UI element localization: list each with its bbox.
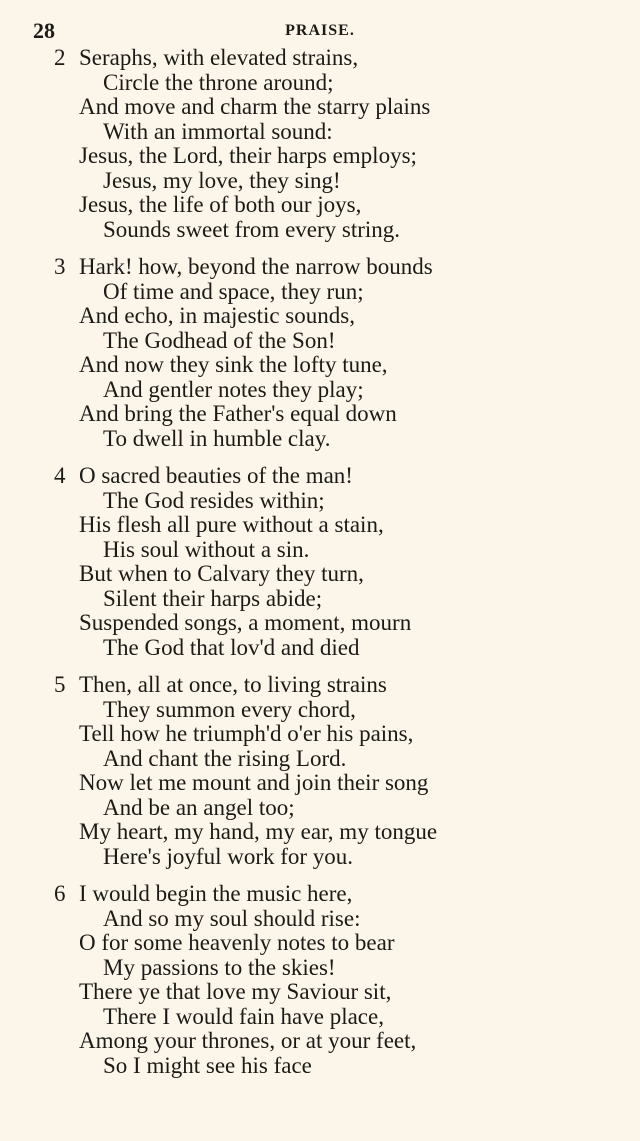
verse-line: And echo, in majestic sounds, — [79, 303, 355, 328]
verse-line: So I might see his face — [103, 1052, 312, 1078]
stanza-3 — [0, 255, 640, 451]
verse-line: Jesus, the Lord, their harps employs; — [79, 143, 417, 168]
verse-line: My heart, my hand, my ear, my tongue — [79, 819, 438, 844]
verse-line: Tell how he triumph'd o'er his pains, — [79, 721, 414, 746]
verse-line: The God that lov'd and died — [103, 634, 360, 660]
stanza-5 — [0, 673, 640, 869]
stanza-2 — [0, 46, 640, 242]
verse-line: O sacred beauties of the man! — [79, 463, 353, 488]
verse-line: Silent their harps abide; — [103, 585, 323, 611]
verse-line: And be an angel too; — [103, 794, 295, 820]
verse-line: His flesh all pure without a stain, — [79, 512, 384, 537]
stanza-number: 2 — [54, 45, 66, 70]
verse-line: My passions to the skies! — [103, 954, 336, 980]
verse-line: And gentler notes they play; — [103, 376, 364, 402]
verse-line: There I would fain have place, — [103, 1003, 384, 1029]
running-title: PRAISE. — [285, 22, 355, 39]
verse-line: And bring the Father's equal down — [79, 401, 397, 426]
verse-line: But when to Calvary they turn, — [79, 561, 364, 586]
verse-line: They summon every chord, — [103, 696, 356, 722]
verse-line: Suspended songs, a moment, mourn — [79, 610, 412, 635]
verse-line: There ye that love my Saviour sit, — [79, 979, 392, 1004]
verse-line: The Godhead of the Son! — [103, 327, 336, 353]
verse-line: And move and charm the starry plains — [79, 94, 431, 119]
verse-line: With an immortal sound: — [103, 118, 333, 144]
verse-line: Then, all at once, to living strains — [79, 672, 387, 697]
verse-line: Sounds sweet from every string. — [103, 216, 401, 242]
verse-line: Of time and space, they run; — [103, 278, 364, 304]
verse-line: Now let me mount and join their song — [79, 770, 429, 795]
verse-line: And so my soul should rise: — [103, 905, 361, 931]
verse-line: I would begin the music here, — [79, 881, 353, 906]
verse-line: Circle the throne around; — [103, 69, 334, 95]
stanza-number: 6 — [54, 881, 66, 906]
verse-line: O for some heavenly notes to bear — [79, 930, 395, 955]
verse-line: And chant the rising Lord. — [103, 745, 347, 771]
stanza-4 — [0, 464, 640, 660]
verse-line: Seraphs, with elevated strains, — [79, 45, 359, 70]
verse-line: Here's joyful work for you. — [103, 843, 354, 869]
verse-line: Jesus, the life of both our joys, — [79, 192, 362, 217]
verse-line: Hark! how, beyond the narrow bounds — [79, 254, 433, 279]
verse-line: To dwell in humble clay. — [103, 425, 331, 451]
stanza-number: 3 — [54, 254, 66, 279]
verse-line: Jesus, my love, they sing! — [103, 167, 341, 193]
verse-line: And now they sink the lofty tune, — [79, 352, 388, 377]
stanza-number: 5 — [54, 672, 66, 697]
stanza-6 — [0, 882, 640, 1078]
stanza-number: 4 — [54, 463, 66, 488]
page-number: 28 — [33, 18, 55, 43]
verse-line: Among your thrones, or at your feet, — [79, 1028, 417, 1053]
verse-line: The God resides within; — [103, 487, 325, 513]
verse-line: His soul without a sin. — [103, 536, 310, 562]
verse-list — [0, 46, 640, 1091]
